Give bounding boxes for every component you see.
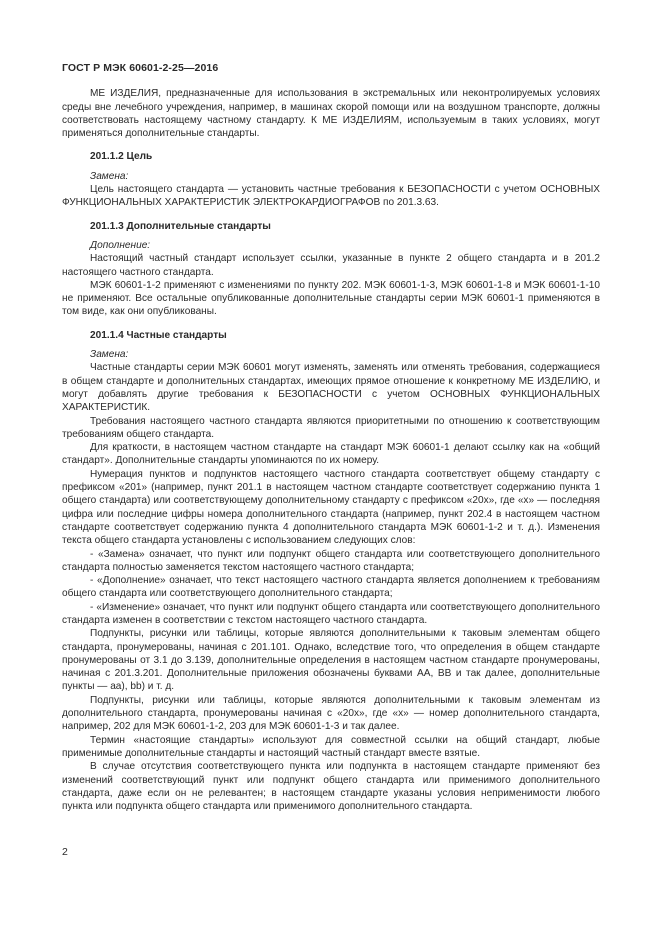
paragraph: Подпункты, рисунки или таблицы, которые являются дополнительными к таковым элементам из дополнительного стандарта, пронумерованы начиная с «20х», где «х» — номер дополнительного стандарта, например, 202 для МЭК 60601-1-2, 203 для МЭК 60601-1-3 и так далее. xyxy=(62,694,600,733)
paragraph: Настоящий частный стандарт использует ссылки, указанные в пункте 2 общего стандарта и в 201.2 настоящего частного стандарта. xyxy=(62,253,600,278)
list-item: - «Изменение» означает, что пункт или подпункт общего стандарта или соответствующего дополнительного стандарта изменен в соответствии с текстом настоящего частного стандарта. xyxy=(62,601,600,626)
list-item: - «Замена» означает, что пункт или подпункт общего стандарта или соответствующего дополнительного стандарта полностью заменяется текстом настоящего частного стандарта; xyxy=(62,548,600,573)
paragraph: Требования настоящего частного стандарта являются приоритетными по отношению к соответствующим требованиям общего стандарта. xyxy=(62,415,600,440)
note-replacement: Замена: xyxy=(90,349,129,361)
page-number: 2 xyxy=(62,846,68,858)
note-replacement: Замена: xyxy=(90,170,129,182)
section-heading-201-1-4: 201.1.4 Частные стандарты xyxy=(90,329,227,341)
paragraph: В случае отсутствия соответствующего пункта или подпункта в настоящем стандарте применяют без изменений соответствующий пункт или подпункт общего стандарта или применимого дополнительного стандарта, даже если он не релевантен; в настоящем стандарте указаны условия неприменимости любого пункта или подпункта общего стандарта или применимого дополнительного стандарта. xyxy=(62,761,600,813)
paragraph: Частные стандарты серии МЭК 60601 могут изменять, заменять или отменять требования, содержащиеся в общем стандарте и дополнительных стандартах, имеющих прямое отношение к конкретному МЕ ИЗДЕЛИЮ, и могут добавлять другие требования к БЕЗОПАСНОСТИ с учетом ОСНОВНЫХ ФУНКЦИОНАЛЬНЫХ ХАРАКТЕРИСТИК. xyxy=(62,362,600,414)
paragraph: Нумерация пунктов и подпунктов настоящего частного стандарта соответствует общему стандарту с префиксом «201» (например, пункт 201.1 в настоящем частном стандарте соответствует содержанию пункта 1 общего стандарта) или соответствующему дополнительному стандарту с префиксом «20х», где «х» — последняя цифра или последние цифры номера дополнительного стандарта (например, пункт 202.4 в настоящем частном стандарте соответствует содержанию пункта 4 дополнительного стандарта МЭК 60601-1-2 и т. д.). Изменения текста общего стандарта установлены с использованием следующих слов: xyxy=(62,468,600,547)
document-header: ГОСТ Р МЭК 60601-2-25—2016 xyxy=(62,62,219,74)
paragraph: Цель настоящего стандарта — установить частные требования к БЕЗОПАСНОСТИ с учетом ОСНОВНЫХ ФУНКЦИОНАЛЬНЫХ ХАРАКТЕРИСТИК ЭЛЕКТРОКАРДИОГРАФОВ по 201.3.63. xyxy=(62,184,600,209)
intro-paragraph: МЕ ИЗДЕЛИЯ, предназначенные для использования в экстремальных или неконтролируемых условиях среды вне лечебного учреждения, например, в машинах скорой помощи или на воздушном транспорте, должны соответствовать настоящему частному стандарту. К МЕ ИЗДЕЛИЯМ, используемым в таких условиях, могут применяться дополнительные стандарты. xyxy=(62,88,600,140)
list-item: - «Дополнение» означает, что текст настоящего частного стандарта является дополнением к требованиям общего стандарта или соответствующего дополнительного стандарта; xyxy=(62,575,600,600)
paragraph: Термин «настоящие стандарты» используют для совместной ссылки на общий стандарт, любые применимые дополнительные стандарты и настоящий частный стандарт вместе взятые. xyxy=(62,734,600,759)
paragraph: МЭК 60601-1-2 применяют с изменениями по пункту 202. МЭК 60601-1-3, МЭК 60601-1-8 и МЭК 60601-1-10 не применяют. Все остальные опубликованные дополнительные стандарты серии МЭК 60601-1 применяются в том виде, как они опубликованы. xyxy=(62,279,600,318)
section-heading-201-1-2: 201.1.2 Цель xyxy=(90,151,153,163)
section-heading-201-1-3: 201.1.3 Дополнительные стандарты xyxy=(90,220,271,232)
note-addition: Дополнение: xyxy=(90,239,151,251)
paragraph: Для краткости, в настоящем частном стандарте на стандарт МЭК 60601-1 делают ссылку как на «общий стандарт». Дополнительные стандарты упоминаются по их номеру. xyxy=(62,442,600,467)
document-page xyxy=(62,62,600,813)
paragraph: Подпункты, рисунки или таблицы, которые являются дополнительными к таковым элементам общего стандарта, пронумерованы, начиная с 201.101. Однако, вследствие того, что определения в общем стандарте пронумерованы от 3.1 до 3.139, дополнительные определения в настоящем частном стандарте пронумерованы, начиная с 201.3.201. Дополнительные приложения обозначены буквами АА, ВВ и так далее, дополнительные пункты — аа), bb) и т. д. xyxy=(62,628,600,693)
